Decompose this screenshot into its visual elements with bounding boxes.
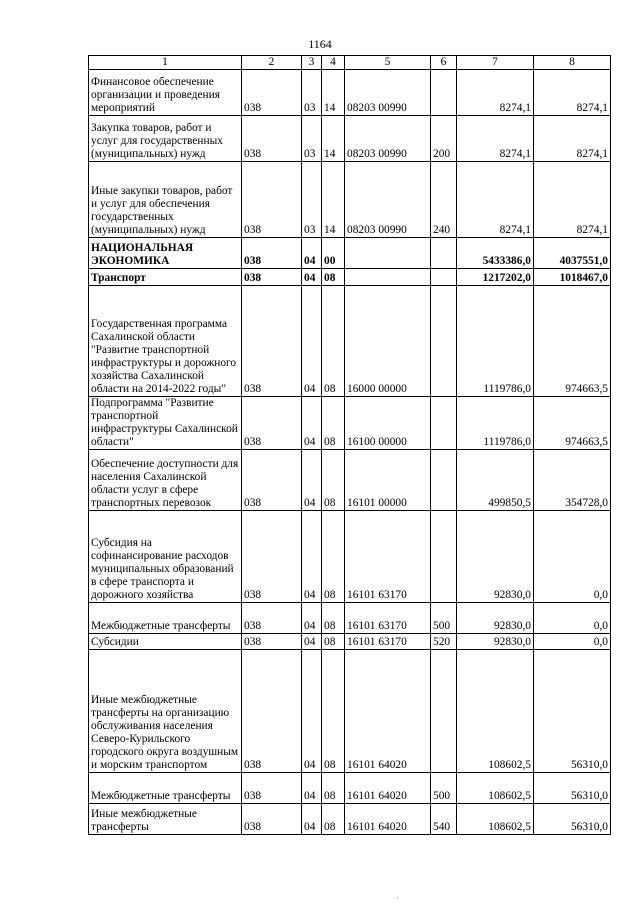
- row-target-article: 16101 63170: [345, 634, 431, 650]
- row-amount-year-2: 56310,0: [534, 650, 611, 773]
- row-ministry-code: 038: [242, 773, 302, 804]
- row-expense-type: [431, 450, 457, 511]
- table-row: [89, 238, 611, 269]
- row-ministry-code: 038: [242, 650, 302, 773]
- row-ministry-code: 038: [242, 286, 302, 397]
- column-header-5: 5: [345, 56, 431, 70]
- table-row: [89, 269, 611, 286]
- row-amount-year-1: 499850,5: [457, 450, 534, 511]
- row-name: Финансовое обеспечение организации и проведения мероприятий: [89, 70, 242, 116]
- table-row: [89, 397, 611, 450]
- row-section-code: 04: [302, 634, 322, 650]
- row-amount-year-2: 4037551,0: [534, 238, 611, 269]
- row-target-article: 16101 64020: [345, 804, 431, 835]
- row-ministry-code: 038: [242, 70, 302, 116]
- row-subsection-code: 14: [322, 162, 345, 238]
- row-ministry-code: 038: [242, 397, 302, 450]
- row-ministry-code: 038: [242, 238, 302, 269]
- table-row: [89, 511, 611, 603]
- column-header-7: 7: [457, 56, 534, 70]
- row-target-article: 16101 64020: [345, 650, 431, 773]
- row-amount-year-1: 1119786,0: [457, 286, 534, 397]
- row-name: Межбюджетные трансферты: [89, 603, 242, 634]
- row-name: Иные межбюджетные трансферты на организацию обслуживания населения Северо-Курильского городского округа воздушным и морским транспортом: [89, 650, 242, 773]
- row-subsection-code: 14: [322, 116, 345, 162]
- row-expense-type: 500: [431, 603, 457, 634]
- row-amount-year-1: 5433386,0: [457, 238, 534, 269]
- row-subsection-code: 08: [322, 634, 345, 650]
- budget-table: [88, 55, 611, 835]
- row-section-code: 03: [302, 116, 322, 162]
- row-amount-year-1: 108602,5: [457, 773, 534, 804]
- row-section-code: 04: [302, 650, 322, 773]
- row-section-code: 03: [302, 70, 322, 116]
- row-ministry-code: 038: [242, 269, 302, 286]
- table-row: [89, 804, 611, 835]
- row-section-code: 04: [302, 397, 322, 450]
- row-subsection-code: 08: [322, 450, 345, 511]
- row-name: Государственная программа Сахалинской области "Развитие транспортной инфраструктуры и дорожного хозяйства Сахалинской области на 2014-2022 годы": [89, 286, 242, 397]
- column-header-4: 4: [322, 56, 345, 70]
- table-row: [89, 650, 611, 773]
- row-subsection-code: 08: [322, 650, 345, 773]
- row-section-code: 04: [302, 269, 322, 286]
- row-amount-year-2: 974663,5: [534, 397, 611, 450]
- row-name: Субсидия на софинансирование расходов муниципальных образований в сфере транспорта и дорожного хозяйства: [89, 511, 242, 603]
- row-name: НАЦИОНАЛЬНАЯ ЭКОНОМИКА: [89, 238, 242, 269]
- row-name: Обеспечение доступности для населения Сахалинской области услуг в сфере транспортных перевозок: [89, 450, 242, 511]
- row-subsection-code: 08: [322, 286, 345, 397]
- row-expense-type: 540: [431, 804, 457, 835]
- row-subsection-code: 08: [322, 804, 345, 835]
- row-ministry-code: 038: [242, 511, 302, 603]
- column-header-6: 6: [431, 56, 457, 70]
- row-target-article: 16101 00000: [345, 450, 431, 511]
- row-target-article: 16101 63170: [345, 511, 431, 603]
- row-amount-year-1: 92830,0: [457, 603, 534, 634]
- row-amount-year-1: 8274,1: [457, 70, 534, 116]
- row-ministry-code: 038: [242, 450, 302, 511]
- row-amount-year-1: 8274,1: [457, 116, 534, 162]
- row-section-code: 04: [302, 511, 322, 603]
- table-row: [89, 773, 611, 804]
- row-expense-type: [431, 238, 457, 269]
- row-expense-type: 200: [431, 116, 457, 162]
- row-target-article: [345, 269, 431, 286]
- row-expense-type: 520: [431, 634, 457, 650]
- row-section-code: 03: [302, 162, 322, 238]
- row-subsection-code: 08: [322, 511, 345, 603]
- column-header-2: 2: [242, 56, 302, 70]
- row-name: Субсидии: [89, 634, 242, 650]
- row-target-article: 16101 64020: [345, 773, 431, 804]
- table-row: [89, 450, 611, 511]
- row-subsection-code: 08: [322, 397, 345, 450]
- table-row: [89, 162, 611, 238]
- row-subsection-code: 08: [322, 603, 345, 634]
- row-subsection-code: 00: [322, 238, 345, 269]
- row-name: Подпрограмма "Развитие транспортной инфраструктуры Сахалинской области": [89, 397, 242, 450]
- row-amount-year-2: 974663,5: [534, 286, 611, 397]
- row-expense-type: [431, 397, 457, 450]
- row-amount-year-1: 108602,5: [457, 804, 534, 835]
- table-row: [89, 603, 611, 634]
- row-expense-type: [431, 511, 457, 603]
- row-amount-year-1: 1217202,0: [457, 269, 534, 286]
- row-amount-year-1: 1119786,0: [457, 397, 534, 450]
- row-amount-year-2: 8274,1: [534, 116, 611, 162]
- row-target-article: [345, 238, 431, 269]
- row-section-code: 04: [302, 238, 322, 269]
- row-ministry-code: 038: [242, 162, 302, 238]
- row-amount-year-1: 108602,5: [457, 650, 534, 773]
- row-target-article: 08203 00990: [345, 162, 431, 238]
- row-name: Иные закупки товаров, работ и услуг для обеспечения государственных (муниципальных) нужд: [89, 162, 242, 238]
- row-ministry-code: 038: [242, 804, 302, 835]
- row-amount-year-2: 56310,0: [534, 804, 611, 835]
- row-section-code: 04: [302, 773, 322, 804]
- row-amount-year-2: 8274,1: [534, 162, 611, 238]
- row-expense-type: [431, 650, 457, 773]
- row-name: Иные межбюджетные трансферты: [89, 804, 242, 835]
- column-header-1: 1: [89, 56, 242, 70]
- row-amount-year-2: 0,0: [534, 634, 611, 650]
- scan-artifact: ·: [396, 893, 399, 903]
- row-target-article: 08203 00990: [345, 116, 431, 162]
- row-subsection-code: 08: [322, 269, 345, 286]
- row-expense-type: 240: [431, 162, 457, 238]
- table-row: [89, 116, 611, 162]
- row-target-article: 16101 63170: [345, 603, 431, 634]
- row-name: Межбюджетные трансферты: [89, 773, 242, 804]
- table-row: [89, 70, 611, 116]
- row-expense-type: [431, 269, 457, 286]
- row-name: Транспорт: [89, 269, 242, 286]
- row-expense-type: 500: [431, 773, 457, 804]
- column-header-3: 3: [302, 56, 322, 70]
- row-section-code: 04: [302, 603, 322, 634]
- row-amount-year-1: 92830,0: [457, 511, 534, 603]
- row-ministry-code: 038: [242, 116, 302, 162]
- column-header-8: 8: [534, 56, 611, 70]
- row-ministry-code: 038: [242, 603, 302, 634]
- row-amount-year-2: 8274,1: [534, 70, 611, 116]
- row-section-code: 04: [302, 286, 322, 397]
- row-section-code: 04: [302, 450, 322, 511]
- row-name: Закупка товаров, работ и услуг для государственных (муниципальных) нужд: [89, 116, 242, 162]
- row-amount-year-2: 0,0: [534, 511, 611, 603]
- row-target-article: 08203 00990: [345, 70, 431, 116]
- row-subsection-code: 14: [322, 70, 345, 116]
- row-amount-year-2: 0,0: [534, 603, 611, 634]
- row-subsection-code: 08: [322, 773, 345, 804]
- row-amount-year-2: 1018467,0: [534, 269, 611, 286]
- page-number: 1164: [308, 37, 332, 51]
- row-amount-year-2: 56310,0: [534, 773, 611, 804]
- row-amount-year-2: 354728,0: [534, 450, 611, 511]
- row-amount-year-1: 8274,1: [457, 162, 534, 238]
- row-expense-type: [431, 70, 457, 116]
- row-section-code: 04: [302, 804, 322, 835]
- row-expense-type: [431, 286, 457, 397]
- table-row: [89, 286, 611, 397]
- table-row: [89, 634, 611, 650]
- row-ministry-code: 038: [242, 634, 302, 650]
- header-row: [89, 56, 611, 70]
- row-target-article: 16100 00000: [345, 397, 431, 450]
- row-amount-year-1: 92830,0: [457, 634, 534, 650]
- row-target-article: 16000 00000: [345, 286, 431, 397]
